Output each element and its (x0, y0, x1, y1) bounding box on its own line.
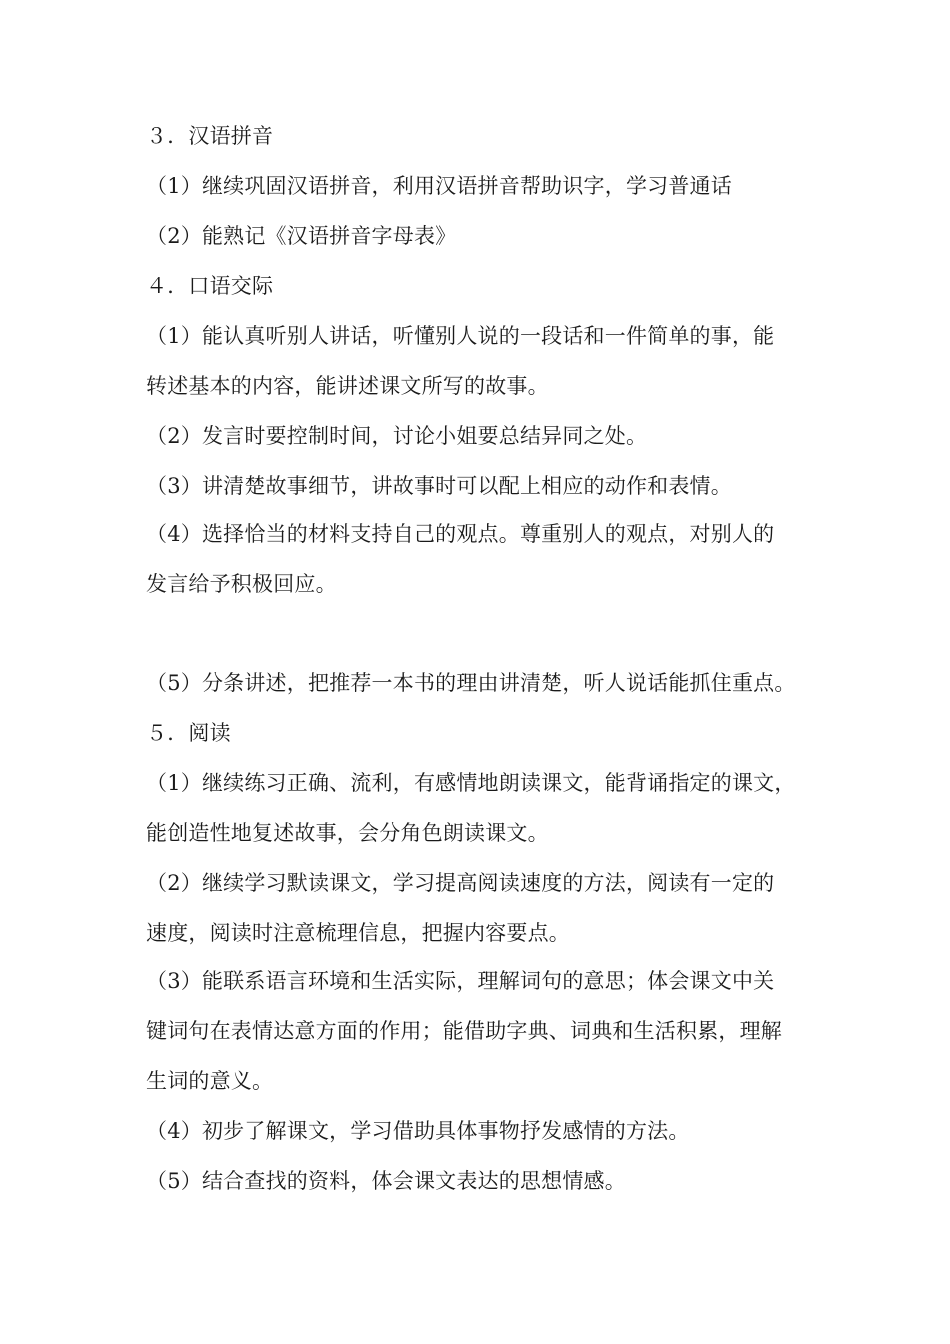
section-heading-oral: ４．口语交际 (146, 274, 274, 298)
reading-item-1-cont: 能创造性地复述故事，会分角色朗读课文。 (146, 821, 549, 845)
reading-item-4: （4）初步了解课文，学习借助具体事物抒发感情的方法。 (146, 1119, 690, 1143)
oral-item-2: （2）发言时要控制时间，讨论小姐要总结异同之处。 (146, 424, 648, 448)
oral-item-1: （1）能认真听别人讲话，听懂别人说的一段话和一件简单的事，能 (146, 324, 775, 348)
section-heading-pinyin: ３．汉语拼音 (146, 124, 274, 148)
reading-item-2: （2）继续学习默读课文，学习提高阅读速度的方法，阅读有一定的 (146, 871, 775, 895)
oral-item-3: （3）讲清楚故事细节，讲故事时可以配上相应的动作和表情。 (146, 474, 732, 498)
reading-item-2-cont: 速度，阅读时注意梳理信息，把握内容要点。 (146, 921, 570, 945)
reading-item-3: （3）能联系语言环境和生活实际，理解词句的意思；体会课文中关 (146, 969, 775, 993)
reading-item-1: （1）继续练习正确、流利，有感情地朗读课文，能背诵指定的课文， (146, 771, 796, 795)
reading-item-5: （5）结合查找的资料，体会课文表达的思想情感。 (146, 1169, 626, 1193)
section-heading-reading: ５．阅读 (146, 721, 231, 745)
pinyin-item-1: （1）继续巩固汉语拼音，利用汉语拼音帮助识字，学习普通话 (146, 174, 732, 198)
oral-item-1-cont: 转述基本的内容，能讲述课文所写的故事。 (146, 374, 549, 398)
reading-item-3-cont-2: 生词的意义。 (146, 1069, 274, 1093)
reading-item-3-cont: 键词句在表情达意方面的作用；能借助字典、词典和生活积累，理解 (146, 1019, 782, 1043)
oral-item-5: （5）分条讲述，把推荐一本书的理由讲清楚，听人说话能抓住重点。 (146, 671, 796, 695)
oral-item-4-cont: 发言给予积极回应。 (146, 572, 337, 596)
pinyin-item-2: （2）能熟记《汉语拼音字母表》 (146, 224, 457, 248)
oral-item-4: （4）选择恰当的材料支持自己的观点。尊重别人的观点，对别人的 (146, 522, 775, 546)
